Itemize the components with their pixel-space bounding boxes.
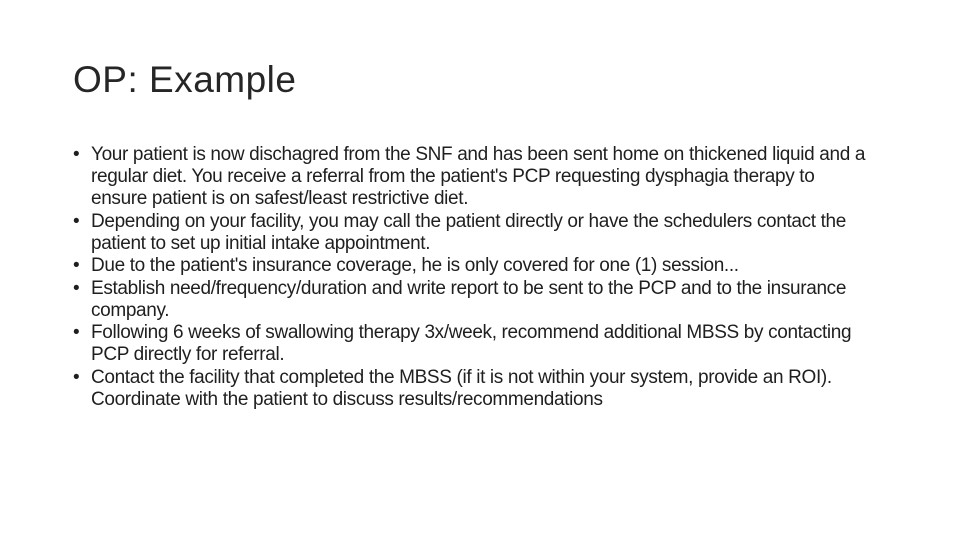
bullet-item — [73, 278, 873, 322]
bullet-marker: • — [73, 366, 80, 388]
bullet-list — [73, 144, 873, 411]
bullet-item — [73, 255, 873, 277]
bullet-marker: • — [73, 144, 80, 165]
bullet-marker: • — [73, 255, 80, 276]
bullet-text: Following 6 weeks of swallowing therapy 3x/week, recommend additional MBSS by contacting PCP directly for referral. — [91, 322, 852, 365]
bullet-marker: • — [73, 210, 80, 232]
bullet-text: Contact the facility that completed the MBSS (if it is not within your system, provide an ROI). Coordinate with the patient to discuss results/recommendations — [91, 366, 832, 410]
bullet-text: Due to the patient's insurance coverage, he is only covered for one (1) session... — [91, 255, 739, 276]
slide-title: OP: Example — [73, 59, 297, 100]
bullet-marker: • — [73, 322, 80, 343]
bullet-item — [73, 367, 873, 411]
bullet-item — [73, 322, 873, 366]
bullet-text: Depending on your facility, you may call the patient directly or have the schedulers contact the patient to set up initial intake appointment. — [91, 210, 846, 254]
bullet-text: Your patient is now dischagred from the SNF and has been sent home on thickened liquid and a regular diet. You receive a referral from the patient's PCP requesting dysphagia therapy to ensure patient is on safest/least restrictive diet. — [91, 144, 866, 209]
bullet-item — [73, 211, 873, 255]
bullet-marker: • — [73, 277, 80, 299]
bullet-text: Establish need/frequency/duration and write report to be sent to the PCP and to the insurance company. — [91, 277, 847, 321]
bullet-item — [73, 144, 873, 210]
